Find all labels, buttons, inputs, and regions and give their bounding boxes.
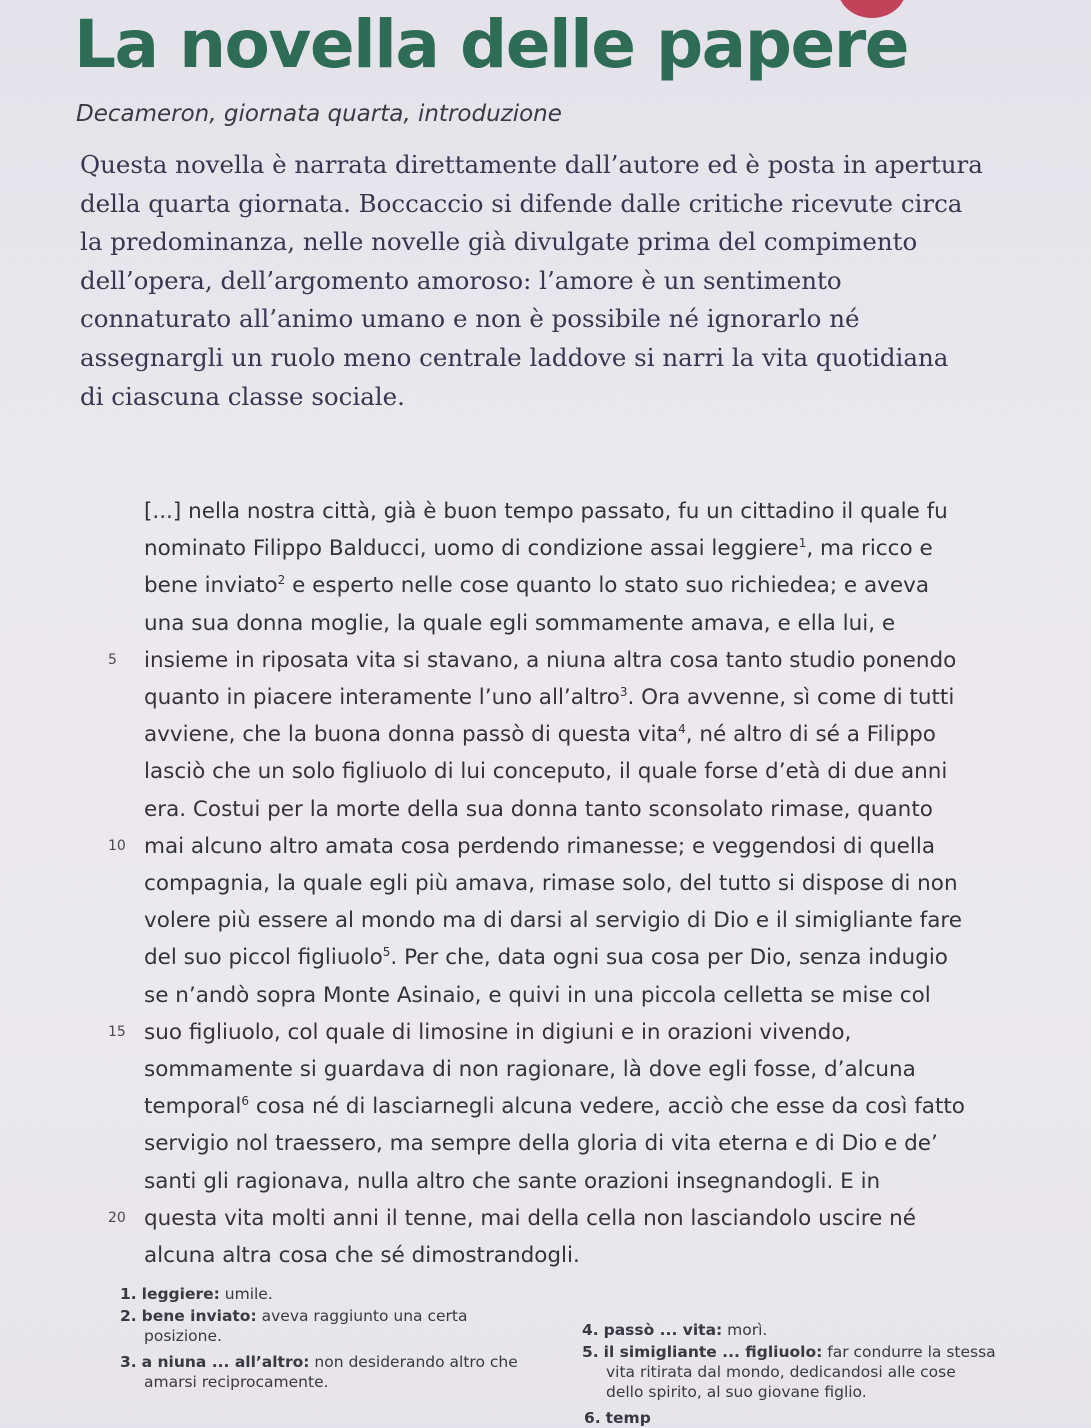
passage-line: sommamente si guardava di non ragionare, là dove egli fosse, d’alcuna: [144, 1057, 916, 1083]
passage-line: volere più essere al mondo ma di darsi al servigio di Dio e il simigliante fare: [144, 908, 962, 934]
passage-line: santi gli ragionava, nulla altro che sante orazioni insegnandogli. E in: [144, 1168, 881, 1194]
subtitle: Decameron, giornata quarta, introduzione: [76, 101, 562, 127]
footnote-ref: 4: [678, 722, 686, 737]
passage-line: nominato Filippo Balducci, uomo di condizione assai leggiere$^1$, ma ricco e: [144, 536, 933, 562]
intro-line: della quarta giornata. Boccaccio si difende dalle critiche ricevute circa: [80, 188, 963, 218]
passage-line: lasciò che un solo figliuolo di lui conceputo, il quale forse d’età di due anni: [144, 759, 948, 785]
passage-line: era. Costui per la morte della sua donna tanto sconsolato rimase, quanto: [144, 796, 933, 822]
passage-line: bene inviato$^2$ e esperto nelle cose quanto lo stato suo richiedea; e aveva: [144, 573, 929, 599]
line-number: 20: [108, 1209, 126, 1226]
intro-line: assegnargli un ruolo meno centrale laddove si narri la vita quotidiana: [80, 342, 949, 372]
page-title: La novella delle papere: [74, 6, 909, 83]
footnote-ref: 6: [241, 1094, 250, 1109]
passage-line: temporal$^6$ cosa né di lasciarnegli alcuna vedere, acciò che esse da così fatto: [144, 1094, 965, 1120]
intro-line: dell’opera, dell’argomento amoroso: l’amore è un sentimento: [80, 265, 842, 295]
passage-line: quanto in piacere interamente l’uno all’altro$^3$. Ora avvenne, sì come di tutti: [144, 684, 955, 711]
intro-line: la predominanza, nelle novelle già divulgate prima del compimento: [80, 227, 918, 257]
passage-text: [108, 493, 1044, 1274]
footnote: 2. bene inviato: aveva raggiunto una certa posizione.: [120, 1307, 468, 1345]
intro-line: connaturato all’animo umano e non è possibile né ignorarlo né: [80, 304, 860, 334]
footnote: 3. a niuna ... all’altro: non desiderando altro che amarsi reciprocamente.: [120, 1353, 518, 1391]
line-number: 5: [108, 651, 117, 668]
intro-line: Questa novella è narrata direttamente dall’autore ed è posta in apertura: [80, 150, 983, 179]
passage-line: avviene, che la buona donna passò di questa vita$^4$, né altro di sé a Filippo: [144, 722, 936, 748]
passage-line: alcuna altra cosa che sé dimostrandogli.: [144, 1243, 580, 1269]
footnote: 1. leggiere: umile.: [120, 1285, 273, 1303]
line-number: 15: [108, 1023, 126, 1040]
line-number: 10: [108, 837, 126, 854]
footnote-ref: 2: [277, 573, 286, 588]
passage-line: del suo piccol figliuolo$^5$. Per che, data ogni sua cosa per Dio, senza indugio: [144, 945, 948, 971]
passage-line: 5 insieme in riposata vita si stavano, a niuna altra cosa tanto studio ponendo: [144, 642, 1044, 679]
footnote-ref: 5: [382, 945, 391, 960]
intro-paragraph: [80, 146, 1048, 416]
footnote: 5. il simigliante ... figliuolo: far condurre la stessa vita ritirata dal mondo, dedicandosi alle cose dello spirito, al suo giovane figlio.: [582, 1343, 996, 1401]
passage-line: servigio nol traessero, ma sempre della gloria di vita eterna e di Dio e de’: [144, 1131, 938, 1157]
footnote-ref: 1: [798, 536, 807, 551]
passage-line: una sua donna moglie, la quale egli sommamente amava, e ella lui, e: [144, 610, 896, 636]
passage-line: 10 mai alcuno altro amata cosa perdendo rimanesse; e veggendosi di quella: [144, 828, 1044, 865]
footnote: 4. passò ... vita: morì.: [582, 1321, 768, 1339]
footnote-ref: 3: [619, 684, 628, 699]
passage-line: 20 questa vita molti anni il tenne, mai della cella non lasciandolo uscire né: [144, 1200, 1044, 1237]
passage-line: compagnia, la quale egli più amava, rimase solo, del tutto si dispose di non: [144, 871, 958, 897]
passage-line: se n’andò sopra Monte Asinaio, e quivi in una piccola celletta se mise col: [144, 982, 931, 1008]
passage-line: [...] nella nostra città, già è buon tempo passato, fu un cittadino il quale fu: [144, 499, 948, 524]
intro-line: di ciascuna classe sociale.: [80, 381, 405, 411]
passage-line: 15 suo figliuolo, col quale di limosine in digiuni e in orazioni vivendo,: [144, 1014, 1044, 1051]
footnote: 6. temp: [584, 1409, 651, 1427]
